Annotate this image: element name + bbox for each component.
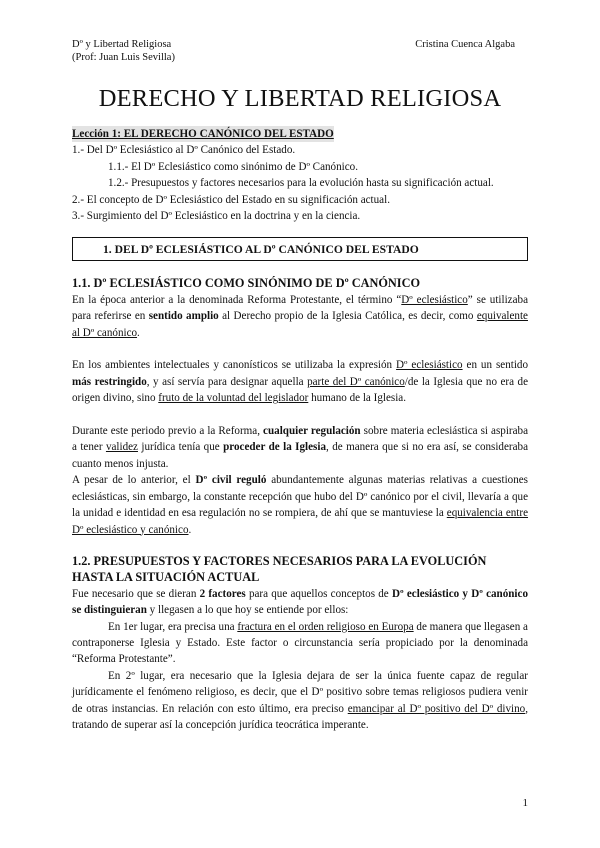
- text-run: abundantemente algunas materias relativas a cuestiones eclesiásticas, sin embargo, la constante recepción que hubo del Dº canónico por el civil, llevaría a que la unidad e identidad en esa regulación no se rompiera, de ahí que se mantuviese la: [72, 474, 528, 520]
- page-header-left: [72, 38, 175, 64]
- document-title: DERECHO Y LIBERTAD RELIGIOSA: [98, 85, 502, 112]
- toc-item: 1.1.- El Dº Eclesiástico como sinónimo de Dº Canónico.: [108, 160, 358, 173]
- page-number: 1: [522, 797, 528, 809]
- section-title-box: 1. DEL Dº ECLESIÁSTICO AL Dº CANÓNICO DEL ESTADO: [72, 237, 528, 261]
- paragraph: [72, 292, 528, 341]
- toc-item: 3.- Surgimiento del Dº Eclesiástico en la doctrina y en la ciencia.: [72, 210, 361, 223]
- text-run: Fue necesario que se dieran: [72, 587, 200, 600]
- text-run: jurídica tenía que: [137, 441, 224, 454]
- underlined-text: equivalente al Dº canónico: [72, 310, 528, 339]
- underlined-text: equivalencia entre Dº eclesiástico y canónico: [72, 507, 529, 536]
- text-run: y llegasen a lo que hoy se entiende por ellos:: [146, 604, 349, 617]
- bold-text: 2 factores: [199, 587, 246, 600]
- underlined-text: parte del Dº canónico: [307, 375, 405, 388]
- text-run: En la época anterior a la denominada Reforma Protestante, el término “: [72, 293, 402, 306]
- text-run: sobre materia eclesiástica si aspiraba a tener: [72, 425, 528, 454]
- text-run: .: [188, 523, 192, 536]
- text-run: Durante este periodo previo a la Reforma,: [72, 425, 264, 438]
- underlined-text: emancipar al Dº positivo del Dº divino: [347, 702, 526, 715]
- paragraph: [72, 423, 528, 472]
- paragraph: [72, 668, 528, 734]
- professor-name: (Prof: Juan Luis Sevilla): [72, 52, 175, 63]
- text-run: , de manera que si no era así, se consideraba cuanto menos injusta.: [72, 441, 528, 470]
- bold-text: Dº civil reguló: [195, 474, 267, 487]
- lesson-title: Lección 1: EL DERECHO CANÓNICO DEL ESTADO: [72, 126, 334, 142]
- text-run: en un sentido: [462, 359, 529, 372]
- text-run: , y así servía para designar aquella: [146, 375, 308, 388]
- bold-text: sentido amplio: [148, 310, 219, 323]
- underlined-text: Dº eclesiástico: [401, 293, 468, 306]
- text-run: En 1er lugar, era precisa una: [108, 620, 238, 633]
- text-run: A pesar de lo anterior, el: [72, 474, 196, 487]
- toc-item: 1.2.- Presupuestos y factores necesarios para la evolución hasta su significación actual.: [108, 177, 494, 190]
- text-run: .: [137, 326, 140, 339]
- table-of-contents: [72, 142, 528, 224]
- paragraph: [72, 619, 528, 668]
- text-run: En 2º lugar, era necesario que la Iglesia dejara de ser la única fuente capaz de regular jurídicamente el fenómeno religioso, es decir, que el Dº positivo sobre temas religiosos pudiera venir de otras instancias. En relación con esto último, era preciso: [72, 669, 528, 715]
- underlined-text: Dº eclesiástico: [396, 359, 463, 372]
- bold-text: Dº eclesiástico y Dº canónico se distinguieran: [72, 587, 528, 617]
- author-name: Cristina Cuenca Algaba: [415, 39, 515, 50]
- toc-item: 1.- Del Dº Eclesiástico al Dº Canónico del Estado.: [72, 144, 296, 157]
- text-run: ” se utilizaba para referirse en: [72, 293, 528, 323]
- course-name: Dº y Libertad Religiosa: [72, 39, 172, 50]
- bold-text: más restringido: [72, 375, 147, 388]
- paragraph: [72, 586, 528, 619]
- text-run: En los ambientes intelectuales y canonísticos se utilizaba la expresión: [72, 359, 397, 372]
- document-body: [72, 126, 528, 733]
- text-run: /de la Iglesia que no era de origen divino, sino: [72, 375, 528, 405]
- paragraph: [72, 357, 528, 406]
- text-run: humano de la Iglesia.: [308, 392, 406, 405]
- subsection-heading: 1.1. Dº ECLESIÁSTICO COMO SINÓNIMO DE Dº CANÓNICO: [72, 276, 421, 291]
- underlined-text: fruto de la voluntad del legislador: [158, 392, 309, 405]
- bold-text: proceder de la Iglesia: [223, 441, 326, 454]
- text-run: , tratando de superar así la concepción jurídica teocrática imperante.: [72, 702, 529, 731]
- underlined-text: validez: [105, 441, 138, 454]
- bold-text: cualquier regulación: [263, 425, 361, 438]
- toc-item: 2.- El concepto de Dº Eclesiástico del Estado en su significación actual.: [72, 193, 390, 206]
- paragraph: [72, 472, 528, 538]
- text-run: de manera que llegasen a contraponerse Iglesia y Estado. Este factor o circunstancia sería propiciado por la denominada “Reforma Protestante”.: [72, 620, 528, 666]
- subsection-heading: 1.2. PRESUPUESTOS Y FACTORES NECESARIOS PARA LA EVOLUCIÓN HASTA LA SITUACIÓN ACTUAL: [72, 553, 487, 585]
- text-run: al Derecho propio de la Iglesia Católica, es decir, como: [218, 310, 477, 323]
- underlined-text: fractura en el orden religioso en Europa: [237, 620, 414, 633]
- text-run: para que aquellos conceptos de: [245, 587, 392, 600]
